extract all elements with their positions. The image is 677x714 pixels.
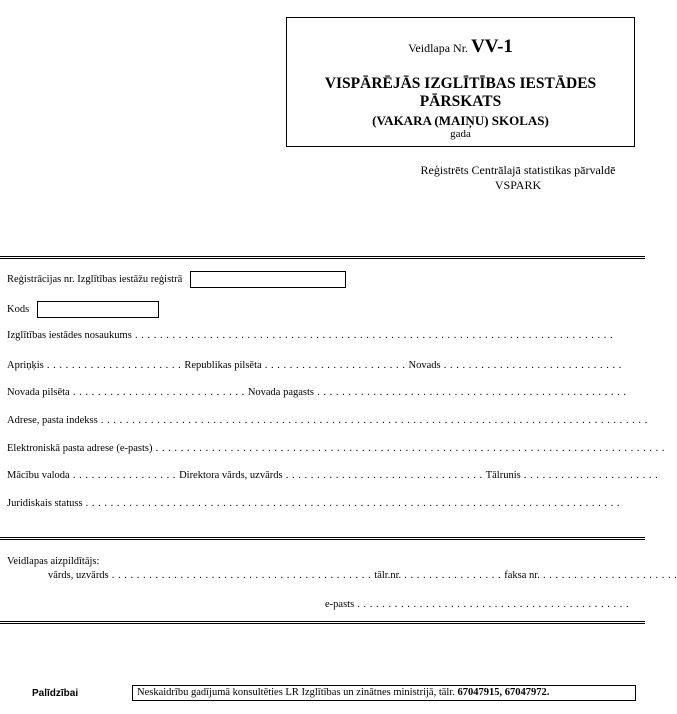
form-number-prefix: Veidlapa Nr. (408, 41, 469, 55)
form-title (287, 75, 634, 111)
kods-label: Kods (7, 303, 30, 315)
form-number-line (287, 36, 634, 58)
name-label: Izglītības iestādes nosaukums (7, 330, 132, 341)
filler-email-fill-line[interactable]: . . . . . . . . . . . . . . . . . . . . . . . . . . . . . . . . . . . . . . . . . . . . (354, 599, 630, 610)
talrunis-fill-line[interactable]: . . . . . . . . . . . . . . . . . . . . . . (520, 470, 659, 481)
novada-pilseta-fill-line[interactable]: . . . . . . . . . . . . . . . . . . . . . . . . . . . . (69, 387, 248, 398)
epasts-label: Elektroniskā pasta adrese (e-pasts) (7, 443, 153, 454)
registration-line1: Reģistrēts Centrālajā statistikas pārvaldē (420, 163, 616, 177)
form-subtitle: (VAKARA (MAIŅU) SKOLAS) (372, 113, 549, 128)
kods-row (7, 301, 159, 318)
help-text: Neskaidrību gadījumā konsultēties LR Izglītības un zinātnes ministrijā, tālr. (137, 687, 455, 698)
macibu-valoda-label: Mācību valoda (7, 470, 70, 481)
aprinkis-fill-line[interactable]: . . . . . . . . . . . . . . . . . . . . . . (43, 360, 185, 371)
filler-heading: Veidlapas aizpildītājs: (7, 556, 100, 567)
aprinkis-row (7, 360, 622, 371)
filler-fax-label: faksa nr. (504, 570, 540, 581)
help-phones: 67047915, 67047972. (457, 687, 550, 698)
epasts-row (7, 443, 665, 454)
talrunis-label: Tālrunis (485, 470, 521, 481)
help-box (132, 685, 636, 701)
filler-phone-fill-line[interactable]: . . . . . . . . . . . . . . . . (401, 570, 505, 581)
filler-email-row (325, 599, 629, 610)
reg-nr-label: Reģistrācijas nr. Izglītības iestāžu reģistrā (7, 273, 183, 285)
section-divider-middle (0, 537, 645, 540)
kods-input[interactable] (37, 301, 159, 318)
novada-pagasts-fill-line[interactable]: . . . . . . . . . . . . . . . . . . . . . . . . . . . . . . . . . . . . . . . . . . . . . . . . . . (314, 387, 627, 398)
name-fill-line[interactable]: . . . . . . . . . . . . . . . . . . . . . . . . . . . . . . . . . . . . . . . . . . . . . . . . . . . . . . . . . . . . . . . . . . . . . . . . . . . . . (131, 330, 614, 341)
filler-fax-fill-line[interactable]: . . . . . . . . . . . . . . . . . . . . . . (539, 570, 677, 581)
novada-pilseta-row (7, 387, 627, 398)
aprinkis-label: Apriņķis (7, 360, 44, 371)
filler-name-label: vārds, uzvārds (48, 570, 109, 581)
filler-name-row (48, 570, 677, 581)
section-divider-bottom (0, 621, 645, 624)
filler-phone-label: tālr.nr. (374, 570, 402, 581)
registration-line2: VSPARK (494, 178, 542, 192)
macibu-valoda-fill-line[interactable]: . . . . . . . . . . . . . . . . . (69, 470, 180, 481)
novada-pilseta-label: Novada pilsēta (7, 387, 70, 398)
form-title-box (286, 17, 635, 147)
reg-nr-input[interactable] (190, 271, 346, 288)
direktora-fill-line[interactable]: . . . . . . . . . . . . . . . . . . . . . . . . . . . . . . . . (282, 470, 486, 481)
reg-nr-row (7, 271, 346, 288)
adrese-fill-line[interactable]: . . . . . . . . . . . . . . . . . . . . . . . . . . . . . . . . . . . . . . . . . . . . . . . . . . . . . . . . . . . . . . . . . . . . . . . . . . . . . . . . . . . . . . . . (97, 415, 648, 426)
form-number: VV-1 (471, 36, 513, 57)
juridiskais-row (7, 498, 620, 509)
adrese-row (7, 415, 648, 426)
filler-name-fill-line[interactable]: . . . . . . . . . . . . . . . . . . . . . . . . . . . . . . . . . . . . . . . . . . (108, 570, 375, 581)
help-label: Palīdzībai (32, 688, 79, 699)
republikas-pilseta-label: Republikas pilsēta (184, 360, 262, 371)
name-row (7, 330, 613, 341)
section-divider-top (0, 256, 645, 259)
year-word: gada (450, 128, 471, 140)
filler-email-label: e-pasts (325, 599, 355, 610)
registration-note (408, 163, 628, 193)
novads-label: Novads (408, 360, 441, 371)
novads-fill-line[interactable]: . . . . . . . . . . . . . . . . . . . . . . . . . . . . . (440, 360, 622, 371)
juridiskais-label: Juridiskais statuss (7, 498, 83, 509)
novada-pagasts-label: Novada pagasts (247, 387, 315, 398)
form-title-line2: PĀRSKATS (419, 93, 502, 110)
republikas-pilseta-fill-line[interactable]: . . . . . . . . . . . . . . . . . . . . . . . (261, 360, 409, 371)
epasts-fill-line[interactable]: . . . . . . . . . . . . . . . . . . . . . . . . . . . . . . . . . . . . . . . . . . . . . . . . . . . . . . . . . . . . . . . . . . . . . . . . . . . . . . . . . . (152, 443, 665, 454)
form-title-line1: VISPĀRĒJĀS IZGLĪTĪBAS IESTĀDES (324, 75, 597, 92)
juridiskais-fill-line[interactable]: . . . . . . . . . . . . . . . . . . . . . . . . . . . . . . . . . . . . . . . . . . . . . . . . . . . . . . . . . . . . . . . . . . . . . . . . . . . . . . . . . . . . . . (82, 498, 621, 509)
adrese-label: Adrese, pasta indekss (7, 415, 98, 426)
macibu-valoda-row (7, 470, 658, 481)
direktora-label: Direktora vārds, uzvārds (179, 470, 283, 481)
